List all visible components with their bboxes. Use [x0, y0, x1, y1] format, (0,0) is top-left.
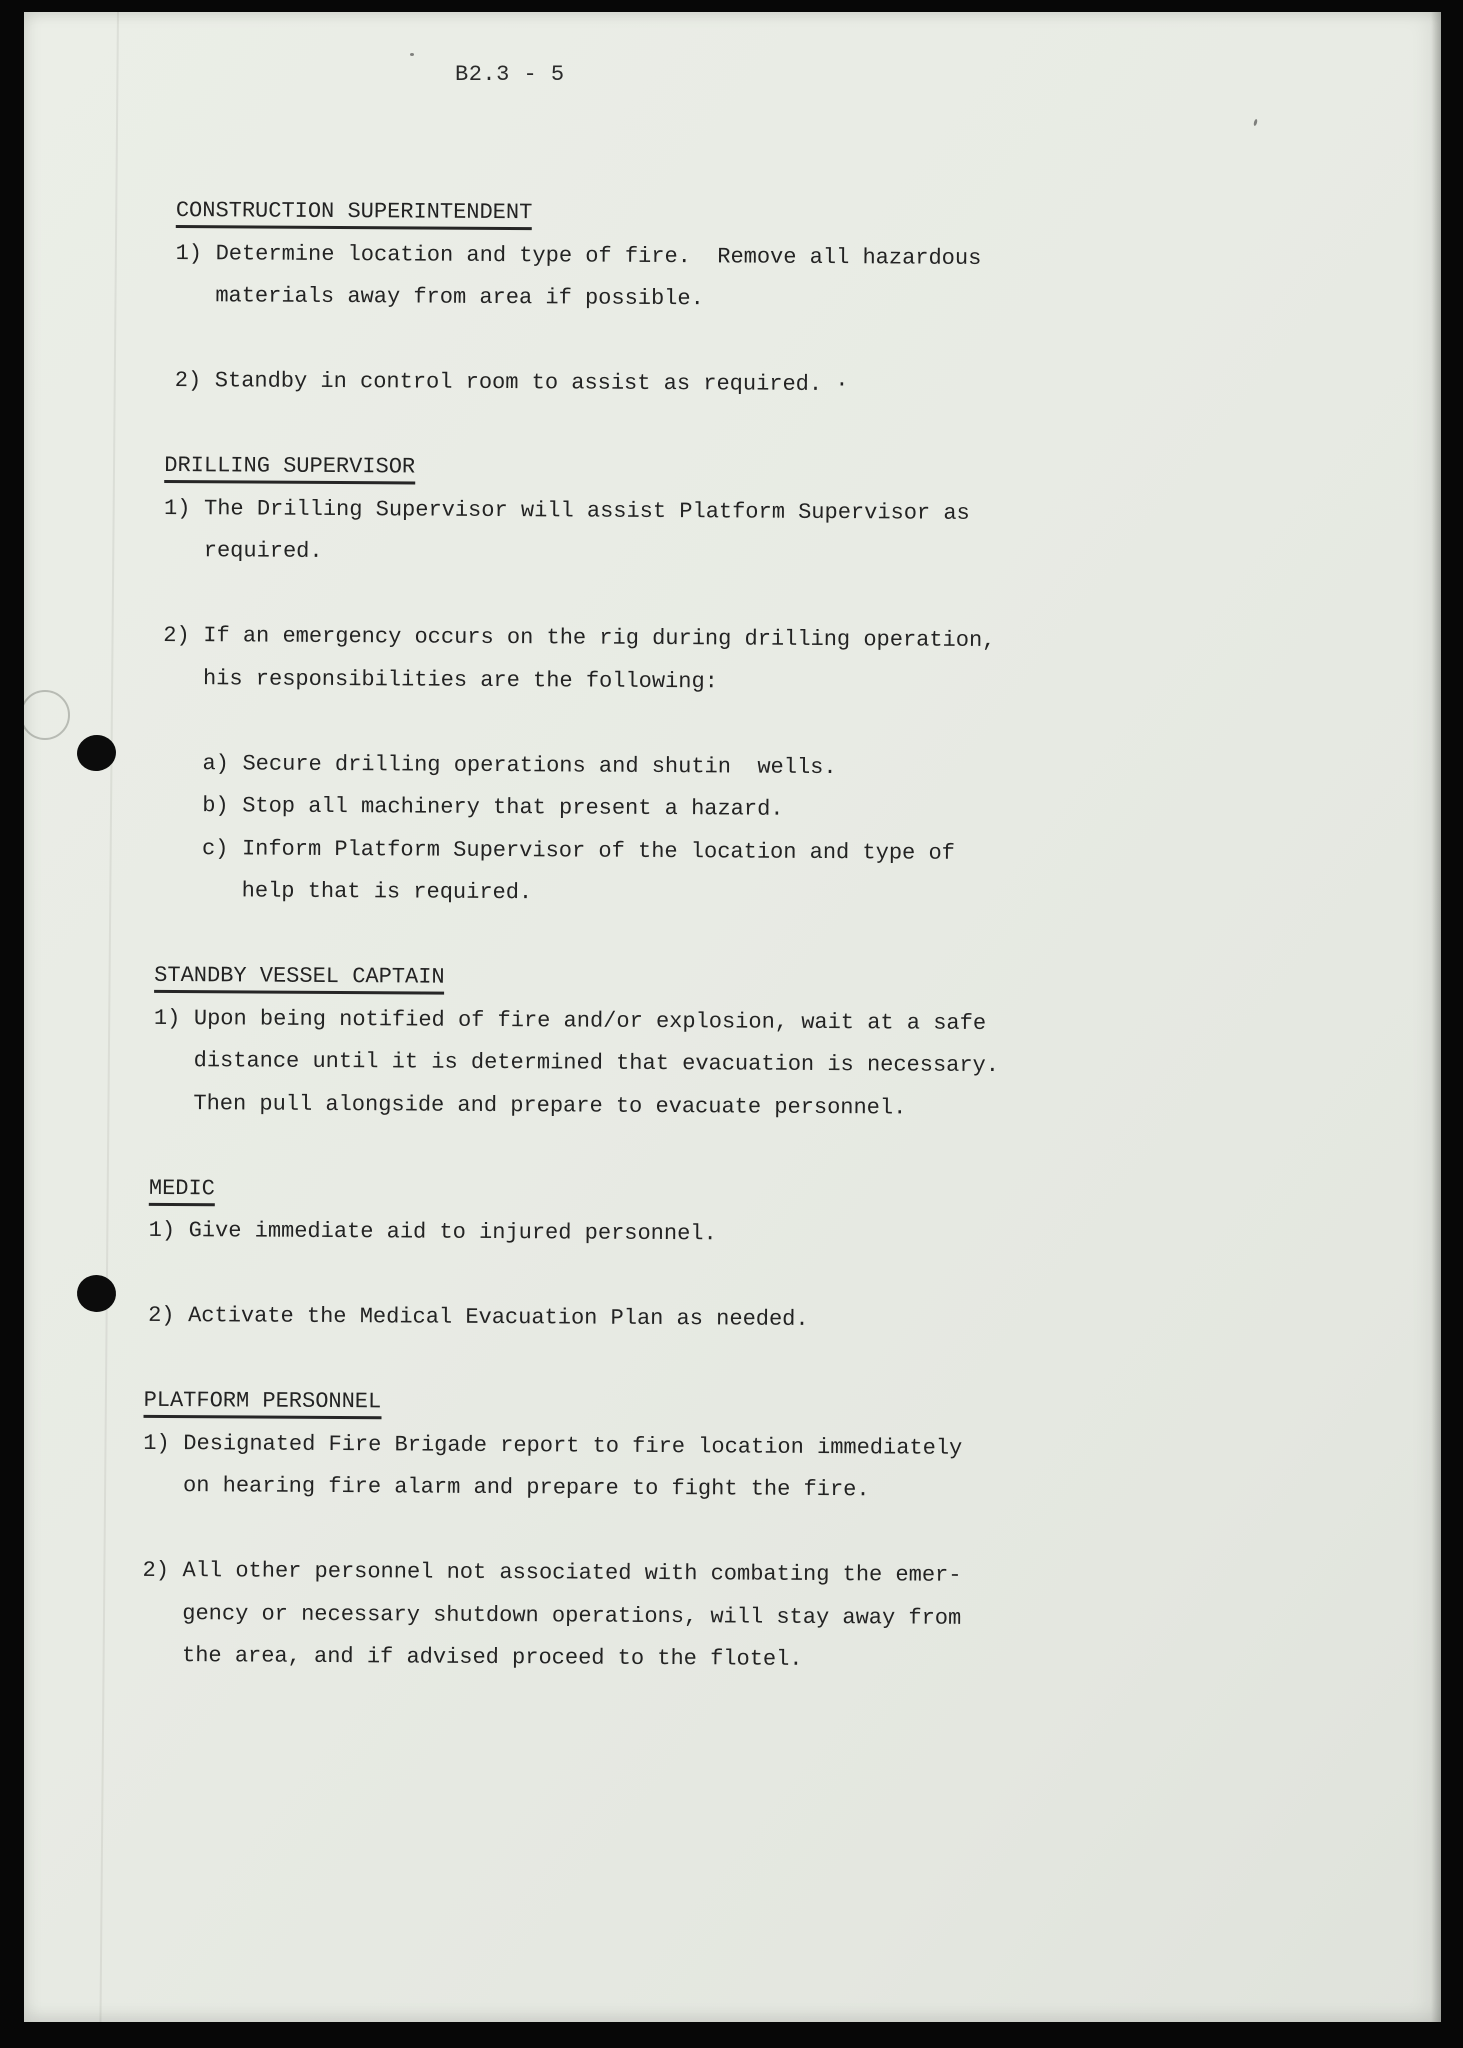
list-item [202, 785, 1437, 835]
item-marker: a) [202, 750, 229, 776]
item-text [182, 1550, 962, 1682]
item-marker: 1) [163, 495, 191, 521]
item-text-line: Stop all machinery that present a hazard. [242, 793, 784, 822]
item-text [183, 1423, 962, 1513]
item-text-line: help that is required. [241, 878, 533, 906]
item-marker: 2) [148, 1302, 175, 1329]
item-text-line: If an emergency occurs on the rig during drilling operation, [203, 623, 996, 654]
section-heading-text: PLATFORM PERSONNEL [143, 1388, 381, 1419]
scan-speck [410, 53, 414, 56]
section-heading-text: MEDIC [149, 1175, 215, 1205]
item-text-line: gency or necessary shutdown operations, will stay away from [182, 1600, 962, 1631]
item-marker: 1) [175, 240, 203, 266]
item-text [215, 233, 981, 323]
page-edge-shadow [1431, 12, 1441, 2022]
document-section [153, 955, 1436, 1133]
list-item [202, 828, 1437, 921]
item-text-line: Designated Fire Brigade report to fire location immediately [183, 1430, 963, 1461]
item-text-line: on hearing fire alarm and prepare to fight the fire. [183, 1473, 870, 1503]
item-text [189, 1210, 717, 1256]
section-heading-text: STANDBY VESSEL CAPTAIN [154, 963, 445, 995]
page-number: B2.3 - 5 [455, 62, 565, 87]
sections [24, 189, 1441, 1685]
item-text [193, 998, 999, 1130]
item-text [242, 785, 784, 831]
document-page [24, 12, 1441, 2022]
item-marker: 1) [143, 1430, 170, 1456]
item-text [204, 488, 970, 578]
document-body [24, 189, 1441, 1685]
list-item [143, 1422, 1433, 1515]
list-item [175, 360, 1440, 410]
list-item [163, 615, 1438, 708]
list-item [202, 743, 1437, 793]
item-text-line: the area, and if advised proceed to the flotel. [181, 1643, 803, 1672]
list-item [148, 1295, 1434, 1345]
item-text-line: Upon being notified of fire and/or explosion, wait at a safe [193, 1005, 987, 1036]
list-item [175, 233, 1440, 326]
item-text [242, 828, 955, 917]
section-heading-text: DRILLING SUPERVISOR [164, 453, 415, 485]
item-text-line: Secure drilling operations and shutin wells. [242, 750, 837, 780]
item-marker: 1) [148, 1217, 176, 1244]
list-item [149, 1210, 1435, 1260]
item-text-line: Inform Platform Supervisor of the location and type of [241, 835, 955, 866]
item-text-line: The Drilling Supervisor will assist Platform Supervisor as [203, 495, 970, 526]
item-text-line: Then pull alongside and prepare to evacuate personnel. [193, 1090, 907, 1120]
document-section [148, 1167, 1435, 1345]
item-marker: 1) [153, 1005, 181, 1031]
document-section [142, 1380, 1434, 1685]
scan-speck [1253, 119, 1258, 127]
item-marker: 2) [174, 368, 202, 394]
item-text-line: materials away from area if possible. [215, 283, 704, 312]
item-text [203, 615, 996, 705]
item-text-line: Give immediate aid to injured personnel. [188, 1218, 717, 1247]
item-text-line: Determine location and type of fire. Remove all hazardous [215, 240, 982, 271]
list-item [142, 1550, 1433, 1685]
item-text [215, 360, 849, 406]
item-text [242, 743, 836, 789]
item-text-line: Activate the Medical Evacuation Plan as needed. [188, 1303, 809, 1332]
document-section [162, 445, 1440, 920]
list-item [164, 487, 1439, 580]
item-text-line: distance until it is determined that evacuation is necessary. [193, 1048, 1000, 1079]
item-text [188, 1295, 809, 1341]
item-marker: c) [201, 835, 229, 861]
section-heading-text: CONSTRUCTION SUPERINTENDENT [176, 198, 533, 230]
item-marker: 2) [163, 622, 190, 649]
item-text-line: his responsibilities are the following: [202, 665, 718, 694]
list-item [153, 997, 1436, 1132]
item-text-line: Standby in control room to assist as required. · [214, 368, 849, 398]
item-text-line: All other personnel not associated with combating the emer- [182, 1558, 962, 1588]
item-text-line: required. [203, 538, 323, 564]
item-marker: 2) [142, 1557, 170, 1583]
document-section [175, 190, 1441, 410]
item-marker: b) [202, 793, 229, 819]
